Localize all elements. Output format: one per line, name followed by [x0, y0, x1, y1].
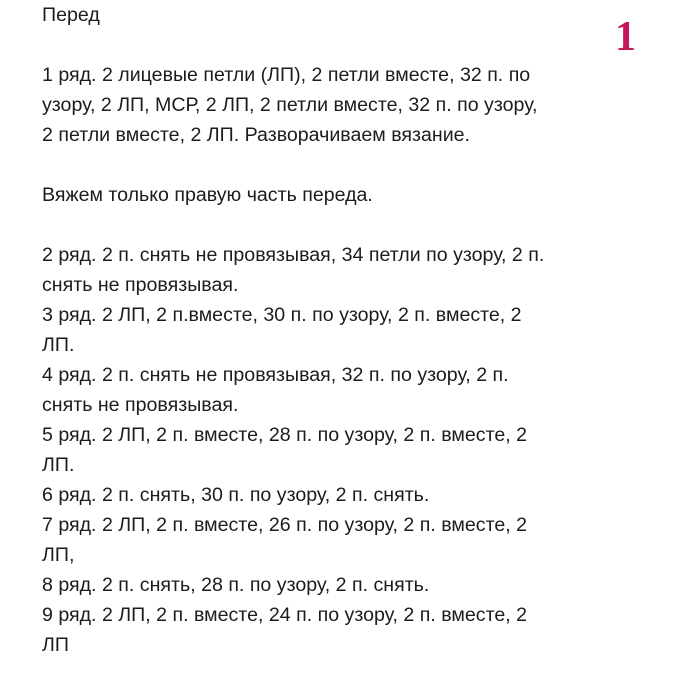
spacer: [42, 30, 652, 60]
spacer: [42, 210, 652, 240]
instruction-row-1: 1 ряд. 2 лицевые петли (ЛП), 2 петли вместе, 32 п. по узору, 2 ЛП, МСР, 2 ЛП, 2 петли вместе, 32 п. по узору, 2 петли вместе, 2 ЛП. Разворачиваем вязание.: [42, 64, 538, 146]
instruction-row-2: 2 ряд. 2 п. снять не провязывая, 34 петли по узору, 2 п. снять не провязывая.: [42, 244, 545, 296]
instruction-row-8: 8 ряд. 2 п. снять, 28 п. по узору, 2 п. снять.: [42, 574, 430, 596]
document-content: [42, 0, 652, 660]
instruction-row-9: 9 ряд. 2 ЛП, 2 п. вместе, 24 п. по узору, 2 п. вместе, 2 ЛП: [42, 604, 528, 656]
instruction-row-4: 4 ряд. 2 п. снять не провязывая, 32 п. по узору, 2 п. снять не провязывая.: [42, 364, 509, 416]
instruction-row-7: 7 ряд. 2 ЛП, 2 п. вместе, 26 п. по узору, 2 п. вместе, 2 ЛП,: [42, 514, 528, 566]
instruction-row-6: 6 ряд. 2 п. снять, 30 п. по узору, 2 п. снять.: [42, 484, 430, 506]
instruction-row-3: 3 ряд. 2 ЛП, 2 п.вместе, 30 п. по узору, 2 п. вместе, 2 ЛП.: [42, 304, 522, 356]
page-number: 1: [615, 14, 636, 60]
instruction-right-part: Вяжем только правую часть переда.: [42, 184, 373, 206]
spacer: [42, 150, 652, 180]
instruction-row-5: 5 ряд. 2 ЛП, 2 п. вместе, 28 п. по узору, 2 п. вместе, 2 ЛП.: [42, 424, 528, 476]
page-title: Перед: [42, 4, 100, 26]
